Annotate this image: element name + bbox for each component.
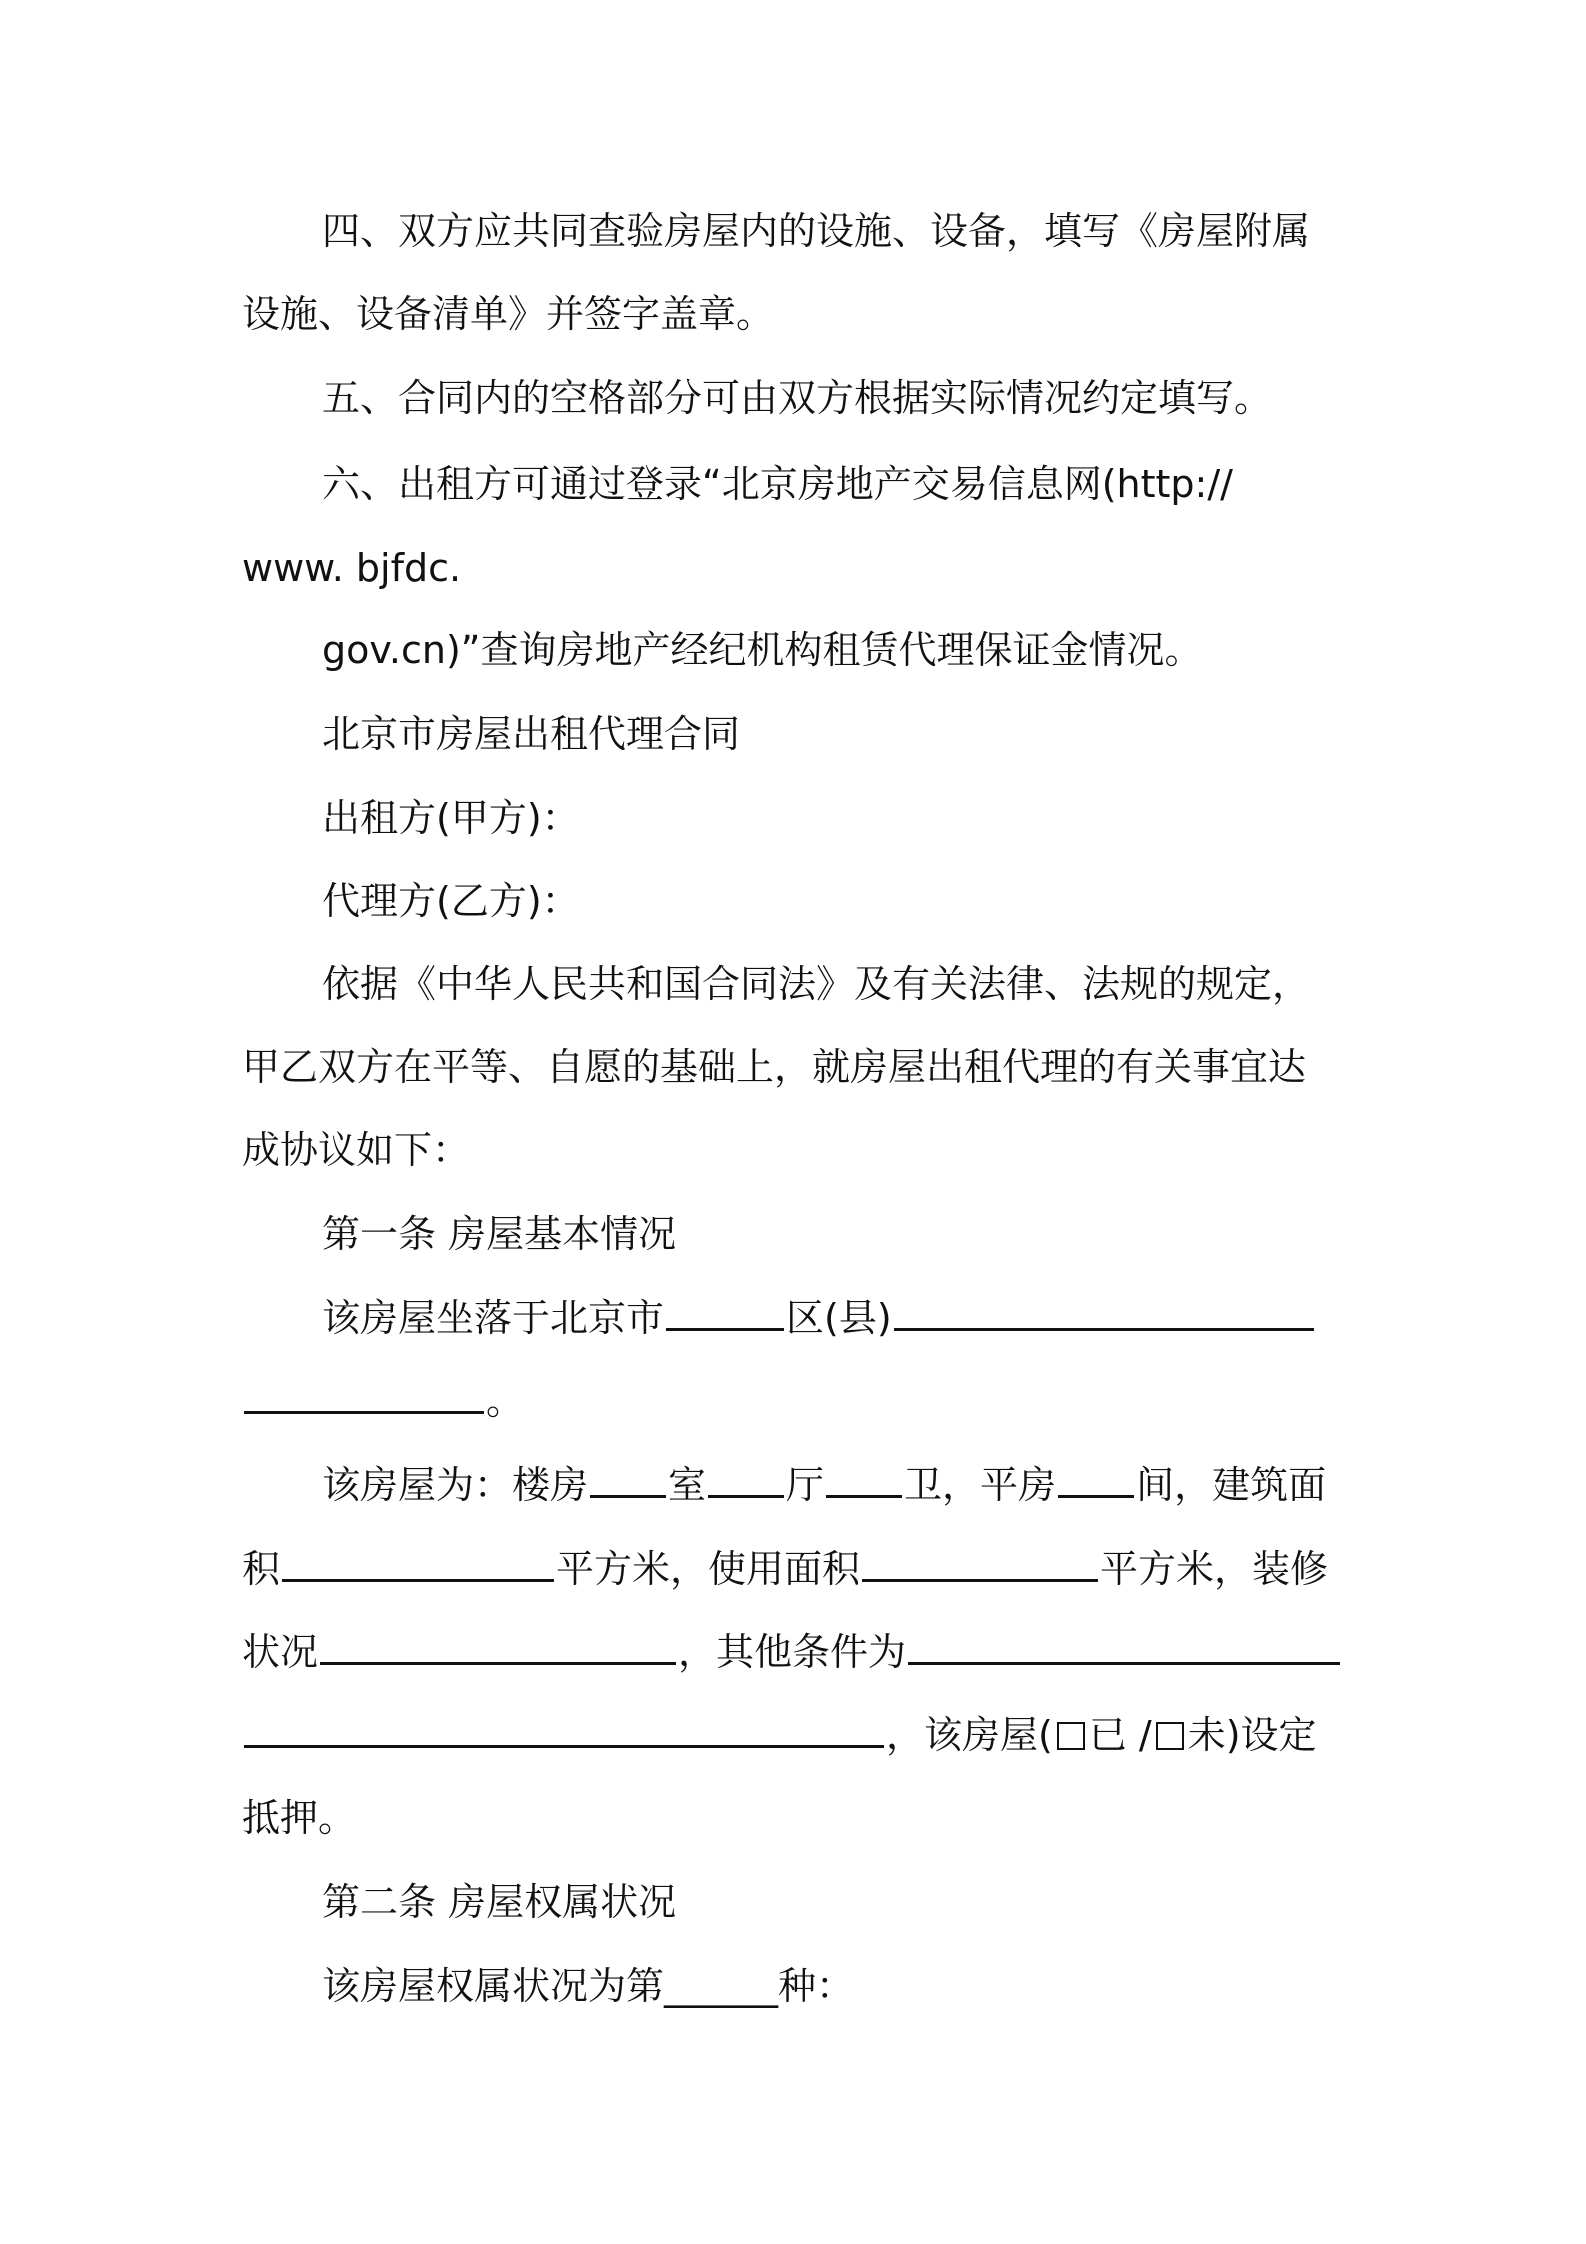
- address-continued-blank[interactable]: [244, 1375, 484, 1414]
- article-1-condition-line: [242, 1626, 1342, 1678]
- checkbox-not-mortgaged[interactable]: [1156, 1722, 1184, 1750]
- building-area-blank[interactable]: [282, 1543, 554, 1582]
- location-text-a: 该房屋坐落于北京市: [322, 1296, 665, 1340]
- type-text-b: 室: [668, 1463, 707, 1507]
- party-a-label: 出租方(甲方)：: [322, 796, 580, 840]
- paragraph-6-line-3: gov.cn)”查询房地产经纪机构租赁代理保证金情况。: [322, 628, 1203, 672]
- location-text-b: 区(县): [786, 1296, 892, 1340]
- halls-blank[interactable]: [708, 1459, 784, 1498]
- contract-title: 北京市房屋出租代理合同: [322, 712, 741, 756]
- intro-line-1: 依据《中华人民共和国合同法》及有关法律、法规的规定，: [322, 962, 1311, 1006]
- paragraph-4-line-2: 设施、设备清单》并签字盖章。: [242, 292, 775, 336]
- district-blank[interactable]: [666, 1292, 784, 1331]
- baths-blank[interactable]: [826, 1459, 902, 1498]
- other-conditions-blank-2[interactable]: [244, 1709, 884, 1748]
- article-1-title: 第一条 房屋基本情况: [322, 1212, 677, 1256]
- article-1-mortgage-line: [242, 1709, 1317, 1761]
- ownership-type-blank[interactable]: ______: [664, 1964, 779, 2008]
- mortgage-text-a: ，该房屋(: [886, 1713, 1053, 1757]
- type-text-a: 该房屋为：楼房: [322, 1463, 589, 1507]
- type-text-e: 间，建筑面: [1136, 1463, 1327, 1507]
- decoration-blank[interactable]: [320, 1626, 676, 1665]
- ownership-text-a: 该房屋权属状况为第: [322, 1964, 665, 2008]
- area-text-a: 积: [242, 1547, 281, 1591]
- checkbox-mortgaged[interactable]: [1057, 1722, 1085, 1750]
- article-1-location-line-2: [242, 1375, 524, 1427]
- intro-line-3: 成协议如下：: [242, 1128, 471, 1172]
- location-end: 。: [486, 1379, 525, 1423]
- condition-text-b: ，其他条件为: [678, 1630, 907, 1674]
- usable-area-blank[interactable]: [862, 1543, 1098, 1582]
- area-text-c: 平方米，装修: [1100, 1547, 1329, 1591]
- article-2-text: [322, 1960, 854, 2012]
- mortgage-text-c: 未)设定: [1187, 1713, 1317, 1757]
- article-1-location-line: [322, 1292, 1316, 1344]
- county-address-blank[interactable]: [894, 1292, 1314, 1331]
- paragraph-6-line-2: www. bjfdc.: [242, 546, 462, 590]
- article-1-area-line: [242, 1543, 1328, 1595]
- condition-text-a: 状况: [242, 1630, 319, 1674]
- article-1-type-line: [322, 1459, 1326, 1511]
- type-text-c: 厅: [786, 1463, 825, 1507]
- paragraph-5: 五、合同内的空格部分可由双方根据实际情况约定填写。: [322, 376, 1273, 420]
- bungalow-rooms-blank[interactable]: [1058, 1459, 1134, 1498]
- type-text-d: 卫，平房: [904, 1463, 1057, 1507]
- party-b-label: 代理方(乙方)：: [322, 879, 580, 923]
- other-conditions-blank[interactable]: [908, 1626, 1340, 1665]
- intro-line-2: 甲乙双方在平等、自愿的基础上，就房屋出租代理的有关事宜达: [242, 1045, 1307, 1089]
- ownership-text-b: 种：: [778, 1964, 855, 2008]
- paragraph-4-line-1: 四、双方应共同查验房屋内的设施、设备，填写《房屋附属: [322, 209, 1311, 253]
- article-1-mortgage-end: 抵押。: [242, 1796, 357, 1840]
- area-text-b: 平方米，使用面积: [556, 1547, 861, 1591]
- rooms-blank[interactable]: [590, 1459, 666, 1498]
- mortgage-text-b: 已 /: [1088, 1713, 1152, 1757]
- paragraph-6-line-1: 六、出租方可通过登录“北京房地产交易信息网(http://: [322, 462, 1233, 506]
- article-2-title: 第二条 房屋权属状况: [322, 1880, 677, 1924]
